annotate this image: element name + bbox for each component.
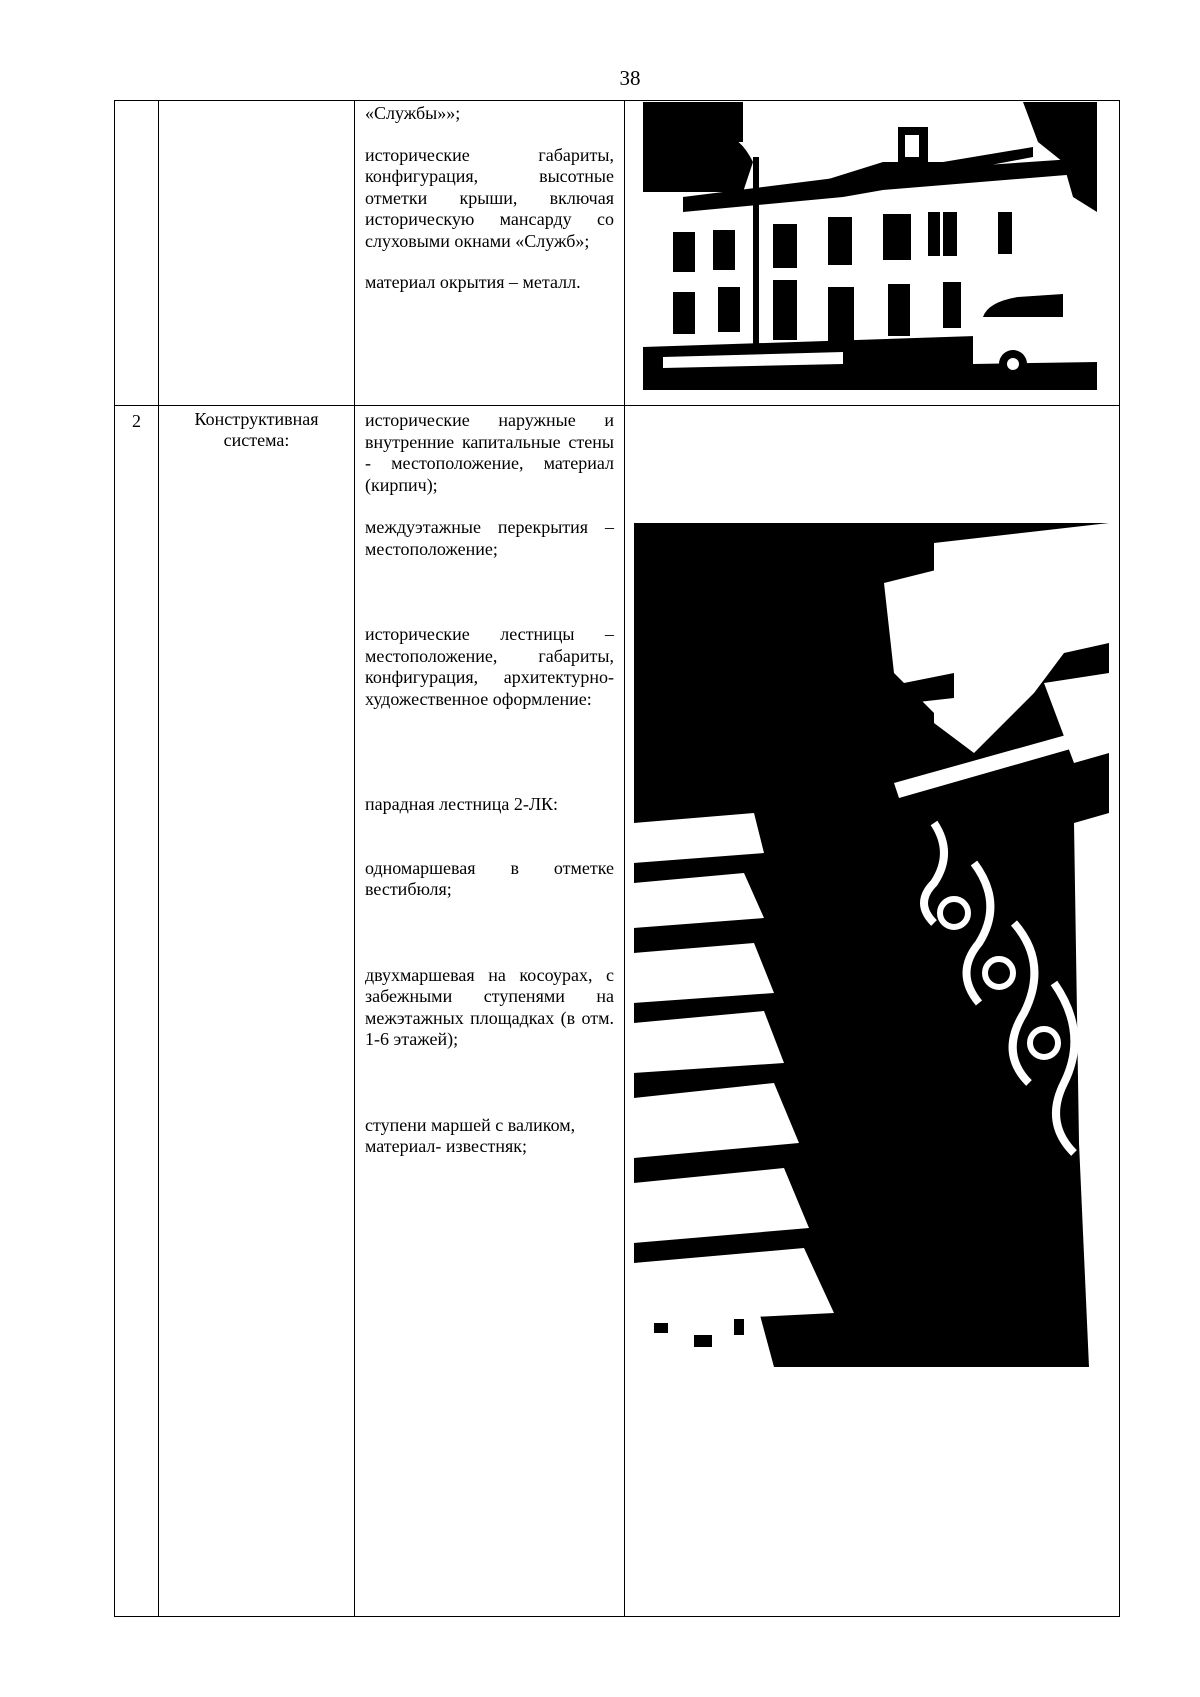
description-paragraph: исторические лестницы – местоположение, габариты, конфигурация, архитектурно-художественное оформление: <box>365 624 614 709</box>
document-table <box>114 100 1120 1617</box>
row-image-cell <box>625 406 1120 1617</box>
table-row <box>115 101 1120 406</box>
row-image-cell <box>625 101 1120 406</box>
row-description-cell <box>355 101 625 406</box>
description-paragraph: материал окрытия – металл. <box>365 272 581 292</box>
page-number: 38 <box>619 66 641 90</box>
description-paragraph: одномаршевая в отметке вестибюля; <box>365 857 614 899</box>
description-paragraph: парадная лестница 2-ЛК: <box>365 794 559 814</box>
description-paragraph: ступени маршей с валиком, материал- известняк; <box>365 1114 576 1156</box>
row-number-cell: 2 <box>115 406 159 1617</box>
row-name-cell <box>159 101 355 406</box>
row-description-cell <box>355 406 625 1617</box>
description-paragraph: двухмаршевая на косоурах, с забежными ступенями на межэтажных площадках (в отм. 1-6 этажей); <box>365 964 614 1049</box>
row-name-cell: Конструктивная система: <box>159 406 355 1617</box>
staircase-railing-photo <box>634 523 1109 1367</box>
row-number-cell <box>115 101 159 406</box>
description-paragraph: исторические наружные и внутренние капитальные стены - местоположение, материал (кирпич); <box>365 410 614 495</box>
description-paragraph: «Службы»»; <box>365 103 461 123</box>
building-facade-photo <box>643 102 1097 390</box>
table-row <box>115 406 1120 1617</box>
description-paragraph: исторические габариты, конфигурация, высотные отметки крыши, включая историческую мансарду со слуховыми окнами «Служб»; <box>365 144 614 251</box>
description-paragraph: междуэтажные перекрытия – местоположение; <box>365 517 614 559</box>
